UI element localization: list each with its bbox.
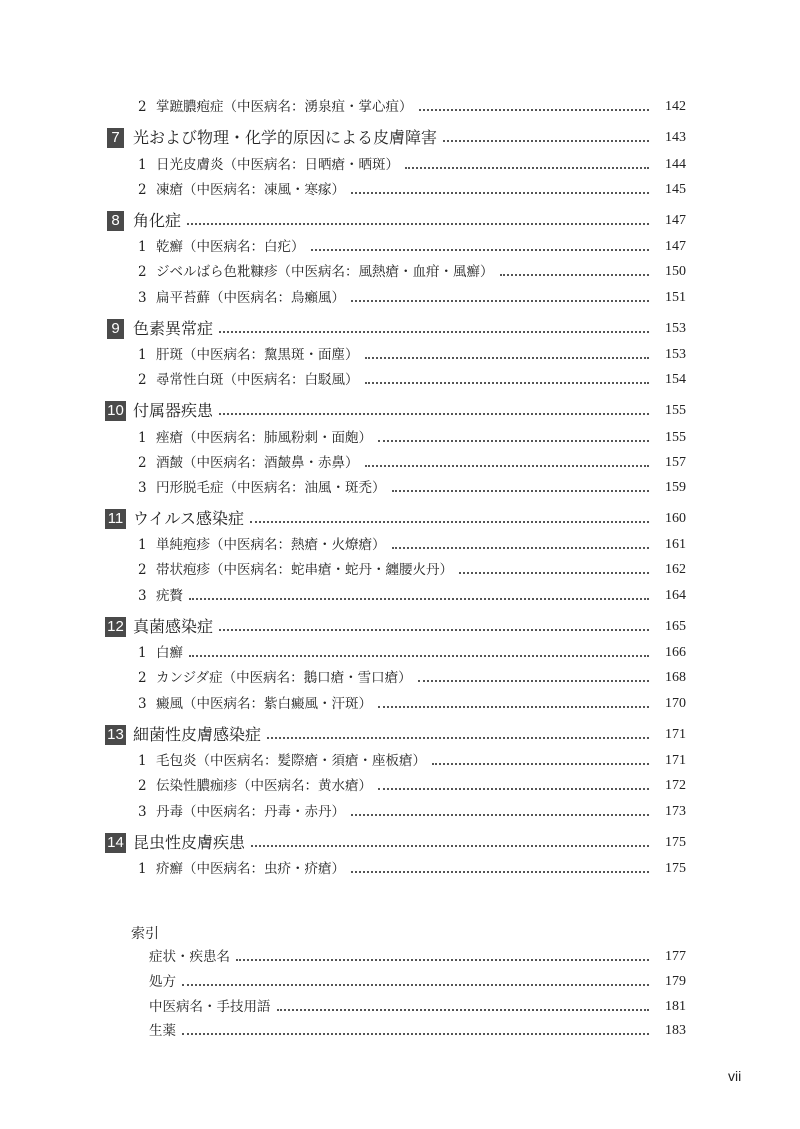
index-title: 生薬 — [149, 1023, 176, 1039]
leader-dots — [250, 519, 649, 523]
toc-entry[interactable] — [0, 776, 800, 796]
page-number: 172 — [665, 778, 686, 793]
leader-dots — [392, 545, 650, 549]
entry-number: 2 — [138, 670, 147, 686]
leader-dots — [378, 786, 649, 790]
entry-title: 乾癬（中医病名：白疕） — [156, 239, 305, 255]
index-title: 処方 — [149, 974, 176, 990]
page-number: 161 — [665, 537, 686, 552]
toc-entry[interactable] — [0, 345, 800, 365]
chapter-title: 付属器疾患 — [133, 401, 214, 420]
entry-title: 癜風（中医病名：紫白癜風・汗斑） — [156, 696, 372, 712]
chapter-number-box: 13 — [105, 725, 126, 745]
chapter-number-box: 14 — [105, 833, 126, 853]
page-folio: vii — [728, 1068, 742, 1084]
page-number: 175 — [665, 861, 686, 876]
leader-dots — [189, 653, 649, 657]
leader-dots — [500, 272, 650, 276]
leader-dots — [277, 1007, 650, 1011]
leader-dots — [378, 438, 649, 442]
page-number: 181 — [665, 999, 686, 1014]
toc-chapter[interactable] — [0, 210, 800, 232]
entry-number: 1 — [138, 537, 147, 553]
entry-number: 2 — [138, 455, 147, 471]
toc-entry[interactable] — [0, 262, 800, 282]
leader-dots — [378, 704, 649, 708]
leader-dots — [219, 329, 649, 333]
entry-title: 日光皮膚炎（中医病名：日晒瘡・晒斑） — [156, 157, 399, 173]
toc-chapter[interactable] — [0, 318, 800, 340]
toc-chapter[interactable] — [0, 127, 800, 149]
entry-title: 疥癬（中医病名：虫疥・疥瘡） — [156, 861, 345, 877]
leader-dots — [459, 570, 649, 574]
entry-number: 2 — [138, 182, 147, 198]
page-number: 153 — [665, 321, 686, 336]
toc-entry[interactable] — [0, 237, 800, 257]
entry-title: ジベルばら色粃糠疹（中医病名：風熱瘡・血疳・風癬） — [156, 264, 494, 280]
toc-entry[interactable] — [0, 586, 800, 606]
page-number: 147 — [665, 213, 686, 228]
page-number: 170 — [665, 696, 686, 711]
entry-number: 1 — [138, 347, 147, 363]
index-entry[interactable] — [0, 1021, 800, 1041]
entry-number: 1 — [138, 861, 147, 877]
toc-entry[interactable] — [0, 751, 800, 771]
chapter-title: 昆虫性皮膚疾患 — [133, 833, 246, 852]
toc-entry[interactable] — [0, 643, 800, 663]
entry-number: 3 — [138, 480, 147, 496]
toc-entry[interactable] — [0, 535, 800, 555]
toc-chapter[interactable] — [0, 508, 800, 530]
leader-dots — [392, 488, 650, 492]
leader-dots — [365, 463, 650, 467]
toc-entry[interactable] — [0, 453, 800, 473]
toc-entry[interactable] — [0, 288, 800, 308]
leader-dots — [251, 843, 649, 847]
entry-number: 2 — [138, 99, 147, 115]
leader-dots — [236, 957, 649, 961]
page-number: 183 — [665, 1023, 686, 1038]
leader-dots — [182, 982, 649, 986]
leader-dots — [419, 107, 650, 111]
page-number: 165 — [665, 619, 686, 634]
chapter-title: 真菌感染症 — [133, 617, 214, 636]
leader-dots — [219, 411, 649, 415]
entry-number: 2 — [138, 778, 147, 794]
index-title: 中医病名・手技用語 — [149, 999, 271, 1015]
toc-chapter[interactable] — [0, 616, 800, 638]
entry-title: 尋常性白斑（中医病名：白駁風） — [156, 372, 359, 388]
toc-entry[interactable] — [0, 370, 800, 390]
toc-chapter[interactable] — [0, 400, 800, 422]
entry-number: 2 — [138, 562, 147, 578]
chapter-number-box: 8 — [107, 211, 124, 231]
entry-number: 1 — [138, 157, 147, 173]
entry-title: 帯状疱疹（中医病名：蛇串瘡・蛇丹・纏腰火丹） — [156, 562, 453, 578]
leader-dots — [311, 247, 650, 251]
toc-entry[interactable] — [0, 560, 800, 580]
index-entry[interactable] — [0, 972, 800, 992]
page-number: 154 — [665, 372, 686, 387]
index-entry[interactable] — [0, 947, 800, 967]
entry-title: 単純疱疹（中医病名：熱瘡・火燎瘡） — [156, 537, 386, 553]
leader-dots — [351, 298, 649, 302]
index-heading: 索引 — [131, 926, 159, 942]
page-number: 160 — [665, 511, 686, 526]
index-title: 症状・疾患名 — [149, 949, 230, 965]
leader-dots — [405, 165, 649, 169]
page-number: 153 — [665, 347, 686, 362]
page-number: 175 — [665, 835, 686, 850]
entry-number: 1 — [138, 753, 147, 769]
chapter-number-box: 7 — [107, 128, 124, 148]
entry-title: 円形脱毛症（中医病名：油風・斑禿） — [156, 480, 386, 496]
page-number: 147 — [665, 239, 686, 254]
page-number: 155 — [665, 430, 686, 445]
chapter-title: 角化症 — [133, 211, 182, 230]
chapter-number-box: 10 — [105, 401, 126, 421]
entry-title: 掌蹠膿疱症（中医病名：湧泉疽・掌心疽） — [156, 99, 413, 115]
page-number: 171 — [665, 727, 686, 742]
chapter-title: ウイルス感染症 — [133, 509, 245, 528]
chapter-number-box: 12 — [105, 617, 126, 637]
page-number: 151 — [665, 290, 686, 305]
entry-title: 凍瘡（中医病名：凍風・寒瘃） — [156, 182, 345, 198]
leader-dots — [365, 355, 650, 359]
chapter-title: 光および物理・化学的原因による皮膚障害 — [133, 128, 438, 147]
page-number: 157 — [665, 455, 686, 470]
leader-dots — [365, 380, 650, 384]
entry-title: 痤瘡（中医病名：肺風粉刺・面皰） — [156, 430, 372, 446]
toc-entry[interactable] — [0, 802, 800, 822]
leader-dots — [187, 221, 649, 225]
page-number: 145 — [665, 182, 686, 197]
leader-dots — [432, 761, 649, 765]
entry-title: 扁平苔蘚（中医病名：烏癩風） — [156, 290, 345, 306]
entry-title: 伝染性膿痂疹（中医病名：黄水瘡） — [156, 778, 372, 794]
entry-number: 3 — [138, 290, 147, 306]
toc-chapter[interactable] — [0, 832, 800, 854]
toc-entry[interactable] — [0, 859, 800, 879]
toc-entry[interactable] — [0, 428, 800, 448]
entry-number: 1 — [138, 430, 147, 446]
leader-dots — [219, 627, 649, 631]
entry-title: 毛包炎（中医病名：髪際瘡・須瘡・座板瘡） — [156, 753, 426, 769]
chapter-number-box: 11 — [105, 509, 126, 529]
leader-dots — [443, 138, 649, 142]
toc-chapter[interactable] — [0, 724, 800, 746]
entry-number: 1 — [138, 239, 147, 255]
leader-dots — [267, 735, 649, 739]
entry-number: 3 — [138, 588, 147, 604]
entry-title: カンジダ症（中医病名：鵝口瘡・雪口瘡） — [156, 670, 412, 686]
toc-entry[interactable] — [0, 155, 800, 175]
leader-dots — [351, 869, 649, 873]
page-number: 150 — [665, 264, 686, 279]
entry-number: 2 — [138, 264, 147, 280]
page-number: 173 — [665, 804, 686, 819]
toc-entry[interactable] — [0, 694, 800, 714]
chapter-title: 細菌性皮膚感染症 — [133, 725, 262, 744]
page-number: 159 — [665, 480, 686, 495]
page-number: 168 — [665, 670, 686, 685]
entry-number: 3 — [138, 696, 147, 712]
entry-number: 3 — [138, 804, 147, 820]
entry-title: 酒皶（中医病名：酒皶鼻・赤鼻） — [156, 455, 359, 471]
page-number: 171 — [665, 753, 686, 768]
entry-number: 2 — [138, 372, 147, 388]
entry-title: 肝斑（中医病名：黧黒斑・面塵） — [156, 347, 359, 363]
page-number: 143 — [665, 130, 686, 145]
leader-dots — [351, 812, 649, 816]
entry-number: 1 — [138, 645, 147, 661]
leader-dots — [351, 190, 649, 194]
chapter-title: 色素異常症 — [133, 319, 214, 338]
leader-dots — [189, 596, 649, 600]
index-entry[interactable] — [0, 997, 800, 1017]
page-number: 155 — [665, 403, 686, 418]
leader-dots — [418, 678, 649, 682]
toc-entry[interactable] — [0, 180, 800, 200]
toc-entry[interactable] — [0, 478, 800, 498]
page-number: 166 — [665, 645, 686, 660]
entry-title: 丹毒（中医病名：丹毒・赤丹） — [156, 804, 345, 820]
page-number: 177 — [665, 949, 686, 964]
entry-title: 白癬 — [156, 645, 183, 661]
toc-entry[interactable] — [0, 668, 800, 688]
chapter-number-box: 9 — [107, 319, 124, 339]
toc-entry[interactable] — [0, 97, 800, 117]
page-number: 144 — [665, 157, 686, 172]
leader-dots — [182, 1031, 649, 1035]
page-number: 179 — [665, 974, 686, 989]
entry-title: 疣贅 — [156, 588, 183, 604]
page-number: 142 — [665, 99, 686, 114]
page-number: 162 — [665, 562, 686, 577]
page-number: 164 — [665, 588, 686, 603]
